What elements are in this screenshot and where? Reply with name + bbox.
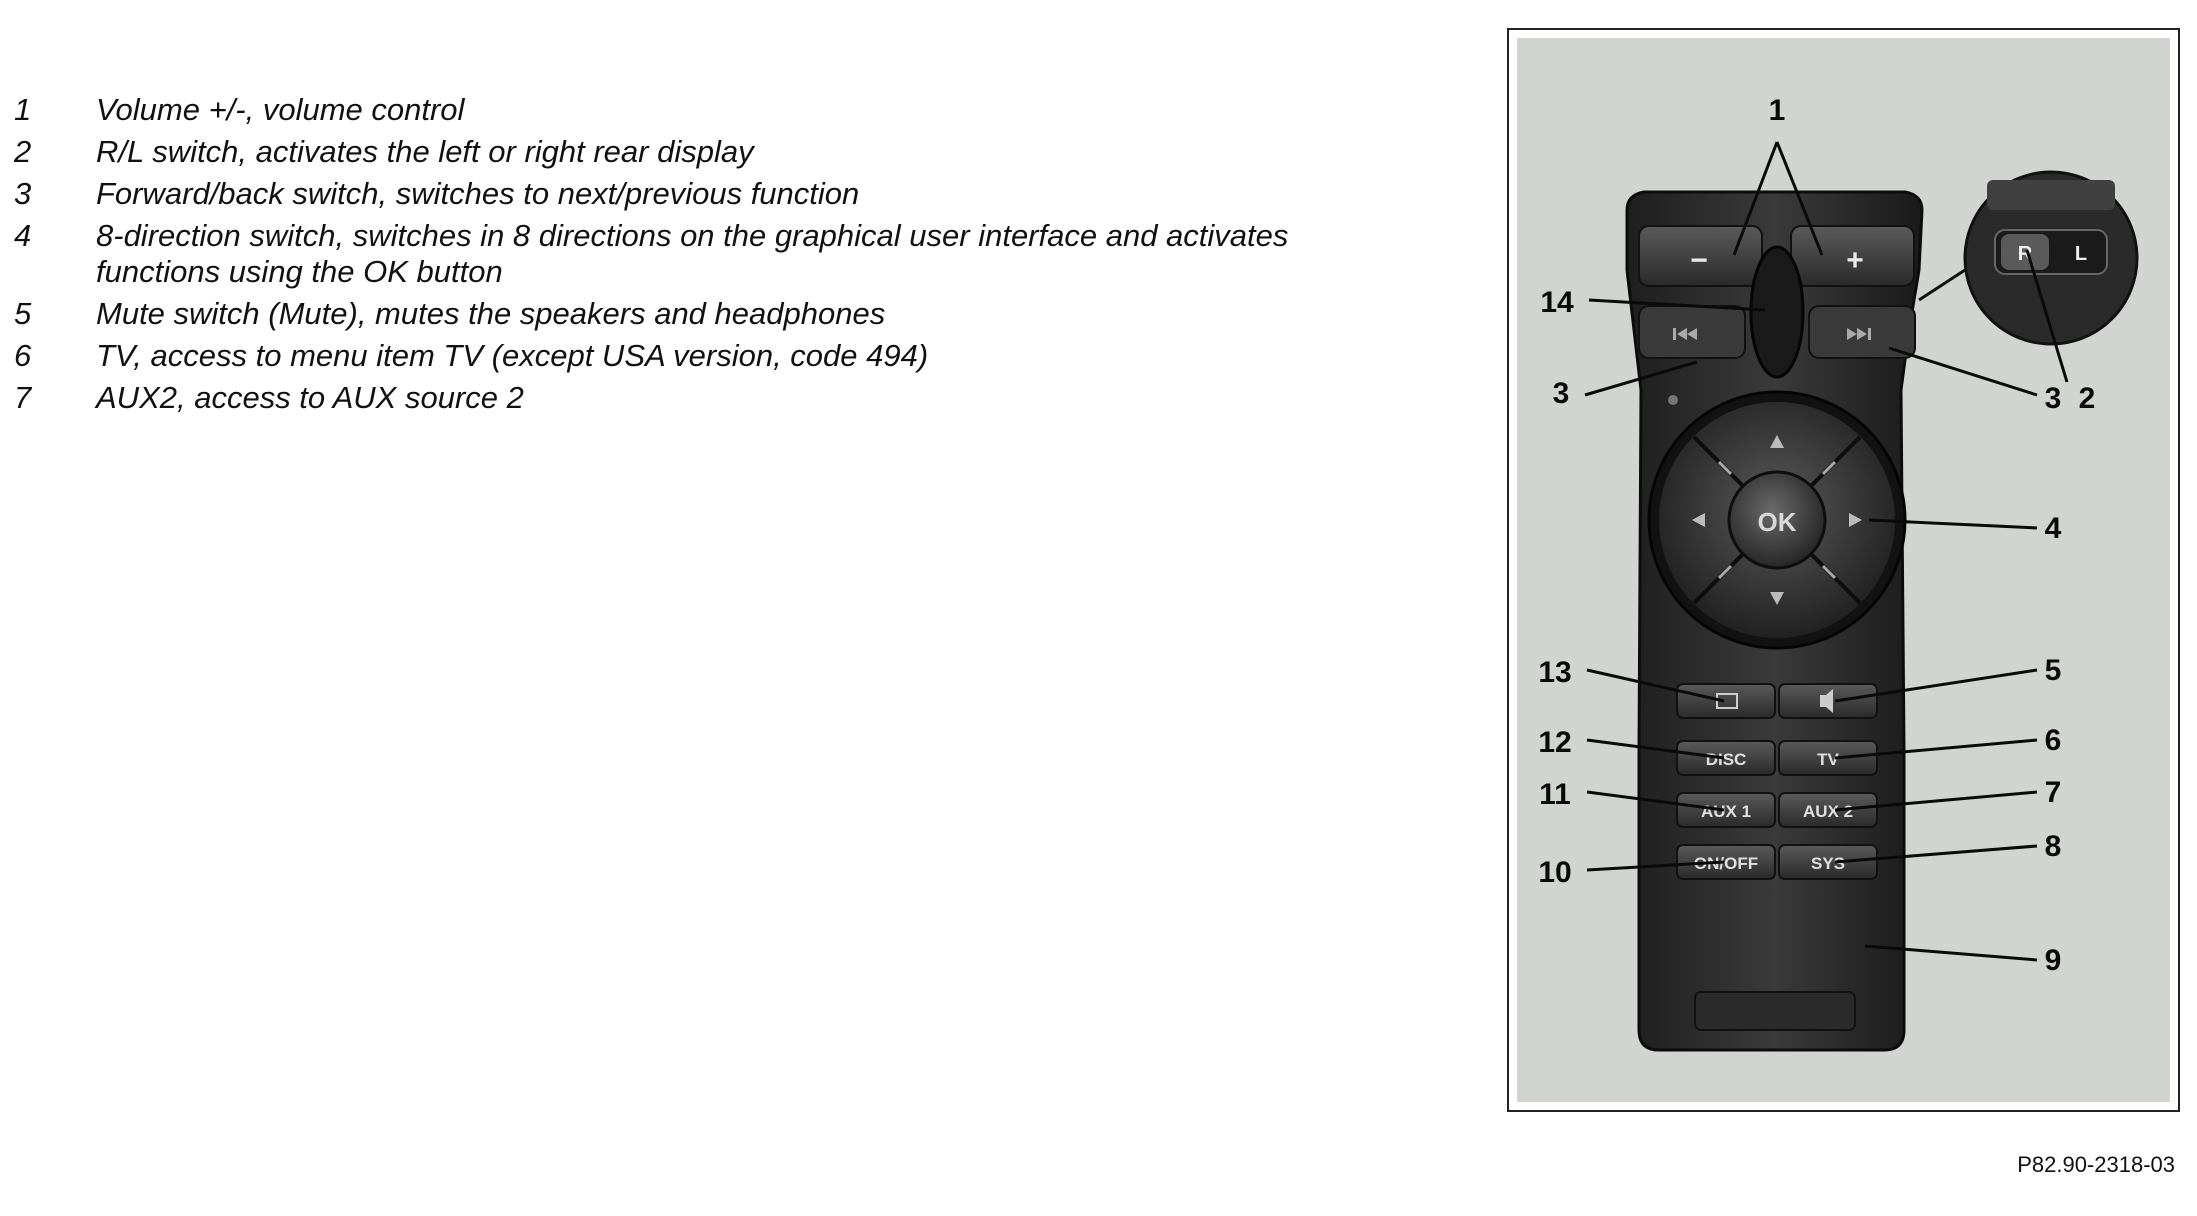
direction-pad <box>1649 392 1905 648</box>
legend-description: 8-direction switch, switches in 8 directions on the graphical user interface and activates functions using the OK button <box>96 218 1289 289</box>
figure-code: P82.90-2318-03 <box>2017 1152 2175 1177</box>
legend-item <box>14 296 1414 332</box>
legend-description: Volume +/-, volume control <box>96 92 465 127</box>
callout-2: 2 <box>2078 382 2096 415</box>
volume-minus-label: − <box>1690 244 1708 277</box>
legend-description: TV, access to menu item TV (except USA version, code 494) <box>96 338 929 373</box>
callout-13: 13 <box>1538 656 1572 689</box>
legend-number: 2 <box>14 134 32 169</box>
legend-description: R/L switch, activates the left or right rear display <box>96 134 754 169</box>
legend-number: 1 <box>14 92 32 127</box>
indicator-led <box>1668 395 1678 405</box>
legend-number: 7 <box>14 380 32 415</box>
callout-14: 14 <box>1540 286 1574 319</box>
callout-5: 5 <box>2044 654 2062 687</box>
callout-3-right: 3 <box>2044 382 2062 415</box>
l-switch-label: L <box>2074 243 2088 265</box>
callout-7: 7 <box>2044 776 2062 809</box>
legend-item <box>14 92 1414 128</box>
disc-button-label: DISC <box>1705 750 1747 769</box>
callout-3-left: 3 <box>1552 377 1570 410</box>
callout-8: 8 <box>2044 830 2062 863</box>
legend-item <box>14 380 1414 416</box>
legend-description: Forward/back switch, switches to next/previous function <box>96 176 860 211</box>
legend-item <box>14 176 1414 212</box>
callout-1: 1 <box>1768 94 1786 127</box>
sys-button-label: SYS <box>1810 854 1846 873</box>
callout-10: 10 <box>1538 856 1572 889</box>
legend-number: 5 <box>14 296 32 331</box>
legend-number: 3 <box>14 176 32 211</box>
legend-description: AUX2, access to AUX source 2 <box>96 380 524 415</box>
legend-description: Mute switch (Mute), mutes the speakers and headphones <box>96 296 886 331</box>
volume-plus-label: + <box>1846 244 1864 277</box>
legend-list <box>14 92 1414 422</box>
callout-12: 12 <box>1538 726 1572 759</box>
legend-number: 6 <box>14 338 32 373</box>
remote-control-illustration <box>1509 30 2182 1114</box>
callout-6: 6 <box>2044 724 2062 757</box>
aux2-button-label: AUX 2 <box>1802 802 1854 821</box>
center-oval-switch <box>1751 247 1803 377</box>
legend-item <box>14 218 1414 290</box>
legend-number: 4 <box>14 218 32 253</box>
legend-item <box>14 134 1414 170</box>
remote-control-figure <box>1507 28 2180 1112</box>
r-switch-label: R <box>2017 243 2033 265</box>
legend-item <box>14 338 1414 374</box>
callout-9: 9 <box>2044 944 2062 977</box>
tv-button-label: TV <box>1817 750 1839 769</box>
ok-button-label: OK <box>1757 507 1797 537</box>
callout-11: 11 <box>1539 778 1571 811</box>
aux1-button-label: AUX 1 <box>1700 802 1752 821</box>
callout-4: 4 <box>2044 512 2062 545</box>
onoff-button-label: ON/OFF <box>1693 854 1759 873</box>
